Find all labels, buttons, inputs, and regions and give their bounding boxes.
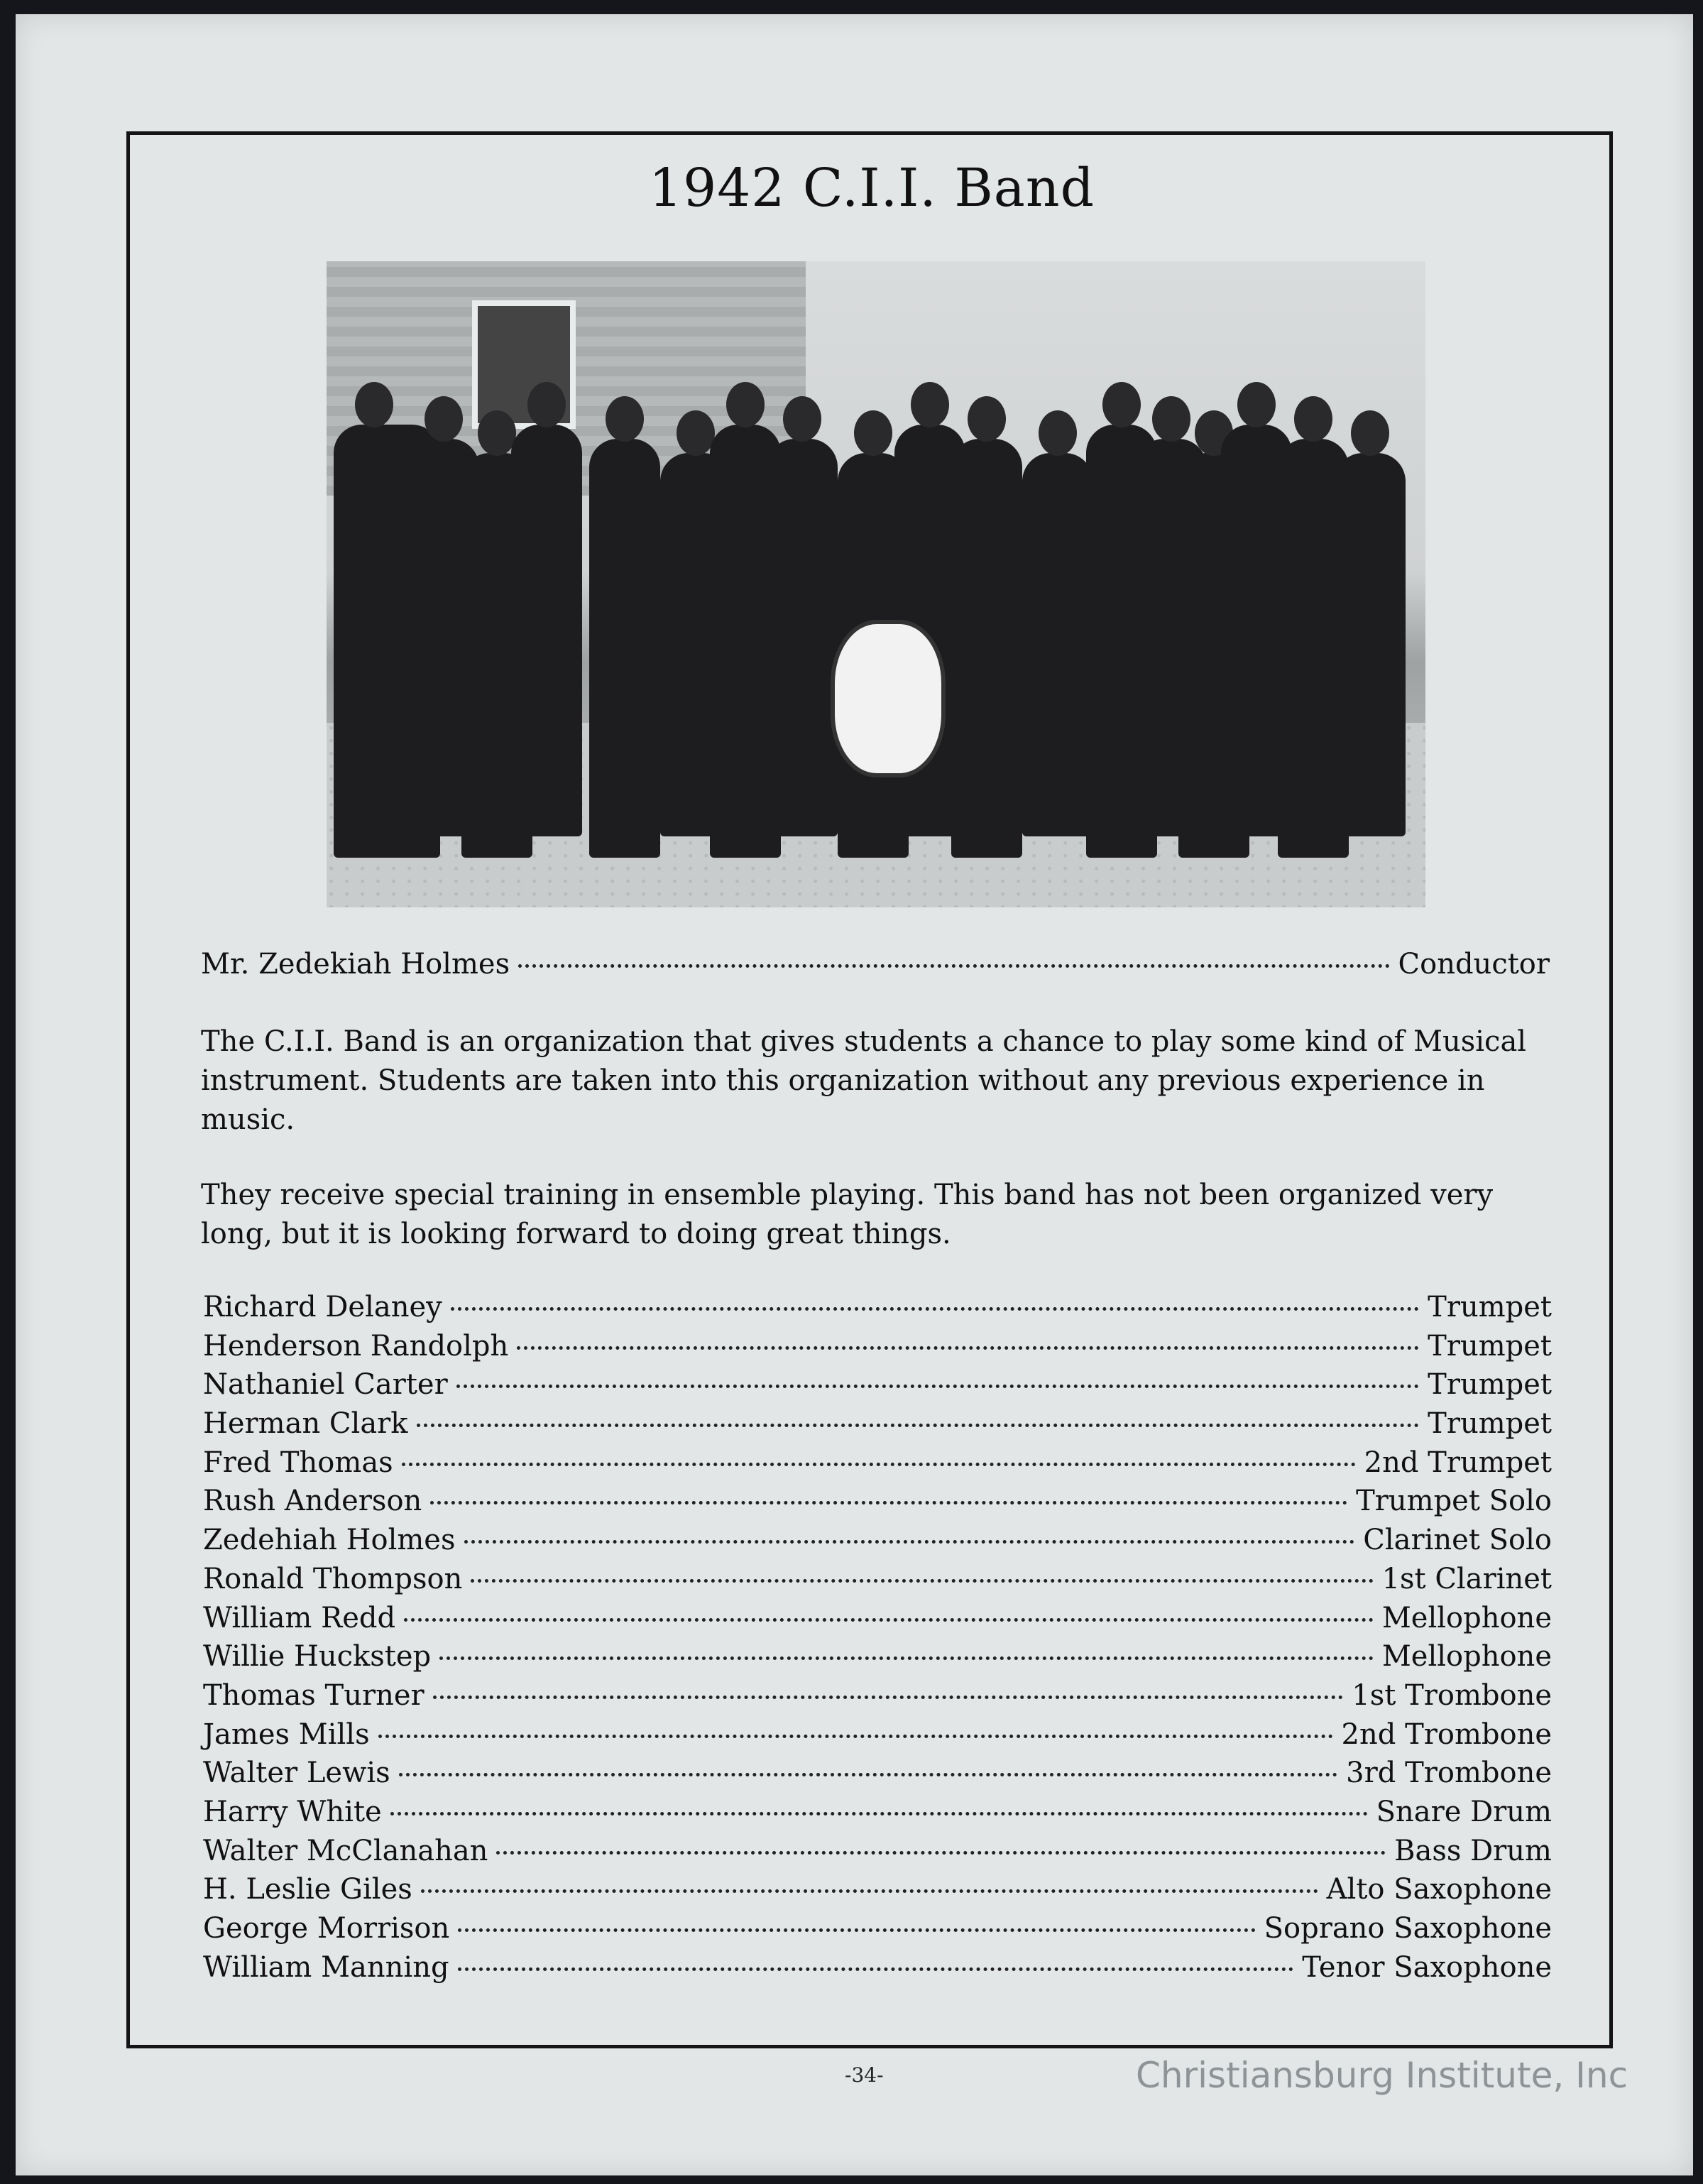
member-name: Nathaniel Carter	[203, 1368, 448, 1402]
leader-dots	[390, 1812, 1368, 1816]
member-name: William Redd	[203, 1601, 396, 1634]
member-instrument: 1st Clarinet	[1381, 1562, 1552, 1595]
description-paragraph: They receive special training in ensemble playing. This band has not been organized very long, but it is looking forward to doing great things.	[201, 1179, 1494, 1250]
page-title: 1942 C.I.I. Band	[649, 158, 1095, 219]
leader-dots	[378, 1735, 1333, 1738]
band-member-figure	[511, 425, 582, 836]
member-name: James Mills	[203, 1718, 370, 1751]
band-member-head	[1351, 410, 1389, 456]
member-row	[203, 1796, 1552, 1835]
band-member-head	[854, 410, 892, 456]
member-name: Harry White	[203, 1795, 382, 1828]
leader-dots	[439, 1656, 1374, 1660]
band-member-head	[1294, 396, 1332, 442]
member-instrument: Trumpet	[1428, 1329, 1552, 1363]
band-member-head	[968, 396, 1006, 442]
member-row	[203, 1679, 1552, 1718]
member-row	[203, 1757, 1552, 1796]
leader-dots	[433, 1696, 1344, 1699]
member-name: Rush Anderson	[203, 1485, 422, 1518]
bass-drum	[831, 620, 946, 777]
member-instrument: 2nd Trombone	[1341, 1718, 1552, 1751]
page-number: -34-	[845, 2063, 884, 2087]
leader-dots	[517, 1346, 1419, 1350]
member-row	[203, 1951, 1552, 1990]
member-row	[203, 1835, 1552, 1874]
band-member-head	[911, 382, 949, 427]
band-member-head	[1237, 382, 1276, 427]
leader-dots	[404, 1618, 1374, 1622]
leader-dots	[421, 1889, 1318, 1893]
member-roster	[203, 1291, 1552, 1989]
band-member-head	[677, 410, 715, 456]
leader-dots	[458, 1967, 1294, 1971]
member-instrument: Alto Saxophone	[1326, 1873, 1552, 1906]
leader-dots	[496, 1851, 1386, 1855]
band-member-figure	[1022, 453, 1093, 836]
member-row	[203, 1485, 1552, 1524]
description-paragraph: The C.I.I. Band is an organization that gives students a chance to play some kind of Musical instrument. Students are taken into this organization without any previous experience in music.	[201, 1025, 1527, 1136]
band-member-head	[783, 396, 821, 442]
member-instrument: Soprano Saxophone	[1264, 1912, 1552, 1945]
member-row	[203, 1640, 1552, 1679]
member-instrument: 2nd Trumpet	[1364, 1446, 1552, 1479]
member-instrument: Clarinet Solo	[1363, 1524, 1552, 1557]
member-name: Fred Thomas	[203, 1446, 393, 1479]
band-member-head	[1102, 382, 1141, 427]
band-member-head	[478, 410, 516, 456]
member-instrument: Bass Drum	[1394, 1834, 1552, 1867]
leader-dots	[399, 1773, 1338, 1776]
member-row	[203, 1291, 1552, 1330]
member-name: H. Leslie Giles	[203, 1873, 412, 1906]
leader-dots	[464, 1540, 1355, 1544]
band-member-head	[527, 382, 566, 427]
conductor-name: Mr. Zedekiah Holmes	[201, 948, 510, 981]
conductor-role: Conductor	[1398, 948, 1550, 981]
band-member-figure	[1335, 453, 1406, 836]
member-name: Walter Lewis	[203, 1757, 390, 1790]
leader-dots	[518, 964, 1389, 968]
member-name: Walter McClanahan	[203, 1834, 488, 1867]
member-name: Herman Clark	[203, 1407, 408, 1441]
leader-dots	[402, 1463, 1356, 1466]
member-row	[203, 1446, 1552, 1485]
leader-dots	[417, 1424, 1420, 1427]
member-instrument: Trumpet	[1428, 1368, 1552, 1402]
member-row	[203, 1368, 1552, 1407]
member-row	[203, 1330, 1552, 1369]
member-row	[203, 1718, 1552, 1757]
band-photo	[327, 261, 1425, 907]
leader-dots	[471, 1579, 1373, 1583]
band-member-figure	[589, 439, 660, 858]
watermark-text: Christiansburg Institute, Inc	[1136, 2055, 1628, 2096]
member-name: William Manning	[203, 1950, 449, 1984]
member-instrument: Trumpet	[1428, 1291, 1552, 1323]
leader-dots	[430, 1501, 1347, 1505]
member-name: Thomas Turner	[203, 1678, 425, 1712]
member-name: George Morrison	[203, 1912, 450, 1945]
member-instrument: Trumpet	[1428, 1407, 1552, 1441]
member-name: Henderson Randolph	[203, 1329, 509, 1363]
band-member-figure	[951, 439, 1022, 858]
member-name: Zedehiah Holmes	[203, 1524, 456, 1557]
leader-dots	[451, 1307, 1419, 1311]
member-row	[203, 1524, 1552, 1563]
band-member-head	[425, 396, 463, 442]
band-member-head	[1152, 396, 1190, 442]
leader-dots	[458, 1928, 1255, 1932]
band-member-head	[606, 396, 644, 442]
member-row	[203, 1602, 1552, 1641]
member-name: Willie Huckstep	[203, 1640, 432, 1674]
leader-dots	[456, 1385, 1419, 1388]
member-row	[203, 1873, 1552, 1912]
member-instrument: Tenor Saxophone	[1302, 1950, 1552, 1984]
member-row	[203, 1563, 1552, 1602]
member-instrument: 3rd Trombone	[1346, 1757, 1552, 1790]
conductor-line	[201, 948, 1550, 990]
member-instrument: Snare Drum	[1376, 1795, 1552, 1828]
member-instrument: Trumpet Solo	[1356, 1485, 1552, 1518]
member-instrument: Mellophone	[1381, 1640, 1552, 1674]
member-row	[203, 1407, 1552, 1446]
band-member-head	[355, 382, 393, 427]
band-member-head	[1039, 410, 1077, 456]
member-row	[203, 1912, 1552, 1951]
band-member-figure	[767, 439, 838, 836]
member-name: Ronald Thompson	[203, 1562, 463, 1595]
member-name: Richard Delaney	[203, 1291, 442, 1323]
member-instrument: 1st Trombone	[1352, 1678, 1552, 1712]
member-instrument: Mellophone	[1381, 1601, 1552, 1634]
band-member-head	[726, 382, 765, 427]
